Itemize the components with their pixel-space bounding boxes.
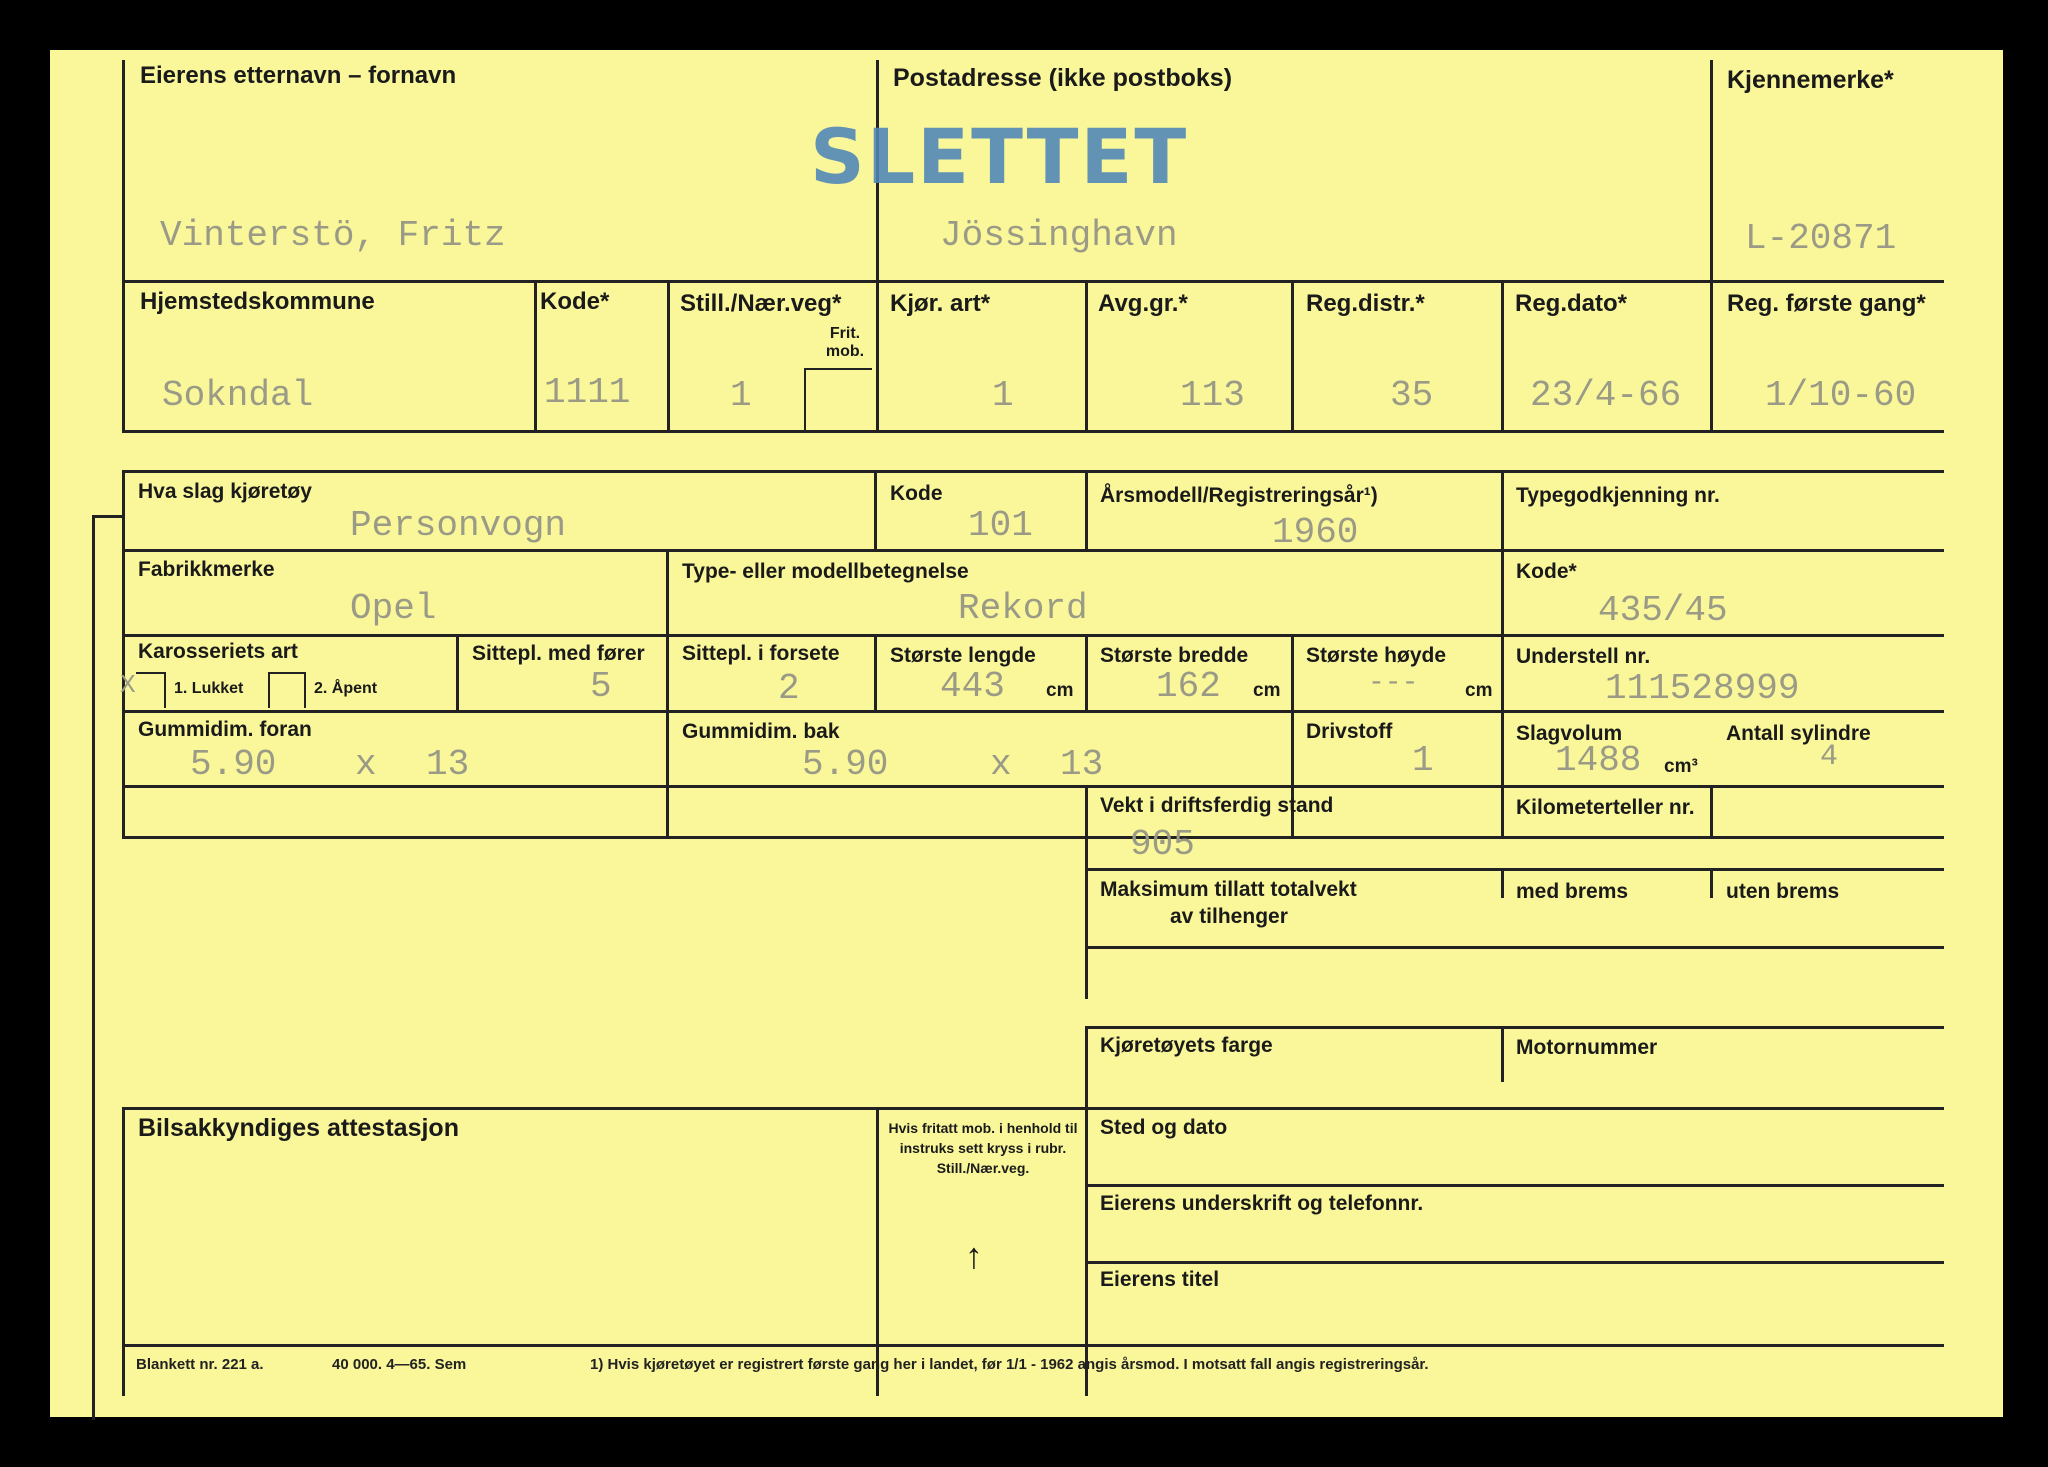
registration-mark-value: L-20871 [1745, 218, 1897, 259]
divider [122, 785, 1944, 788]
reg-forste-label: Reg. første gang* [1727, 290, 1926, 317]
lukket-box [136, 672, 166, 708]
hoyde-unit: cm [1465, 680, 1493, 701]
divider [1501, 280, 1504, 432]
slag-label: Hva slag kjøretøy [138, 480, 312, 503]
divider [1501, 1026, 1504, 1082]
divider [122, 470, 125, 838]
divider [122, 634, 1944, 637]
fabrikk-value: Opel [350, 588, 437, 629]
sitte-forer-label: Sittepl. med fører [472, 642, 645, 665]
drivstoff-value: 1 [1412, 740, 1434, 781]
avg-value: 113 [1180, 375, 1245, 416]
divider [1710, 868, 1713, 898]
kjor-art-value: 1 [992, 375, 1014, 416]
lengde-value: 443 [940, 666, 1005, 707]
reg-dato-label: Reg.dato* [1515, 290, 1628, 317]
vehicle-kode-label: Kode [890, 482, 943, 505]
karosseri-label: Karosseriets art [138, 640, 298, 663]
divider [1085, 634, 1088, 712]
gummi-bak-x: x [990, 744, 1012, 785]
bredde-label: Største bredde [1100, 644, 1249, 667]
uten-brems-label: uten brems [1726, 880, 1840, 903]
divider [1501, 868, 1504, 898]
kode2-value: 435/45 [1598, 590, 1728, 631]
reg-dato-value: 23/4-66 [1530, 375, 1682, 416]
fabrikk-label: Fabrikkmerke [138, 558, 275, 581]
lengde-label: Største lengde [890, 644, 1036, 667]
maks-label-2: av tilhenger [1170, 905, 1288, 928]
owner-label: Eierens etternavn – fornavn [140, 62, 457, 89]
sylindre-label: Antall sylindre [1726, 722, 1871, 745]
kommune-value: Sokndal [162, 375, 314, 416]
attestasjon-label: Bilsakkyndiges attestasjon [138, 1114, 459, 1142]
frit-mob-box [804, 368, 872, 430]
divider [122, 430, 1944, 433]
frit-mob-label: Frit. mob. [825, 325, 865, 360]
divider [456, 634, 459, 712]
vehicle-registration-card [50, 50, 2003, 1417]
aarsmodell-label: Årsmodell/Registreringsår¹) [1100, 484, 1378, 507]
slettet-stamp: SLETTET [810, 112, 1189, 201]
print-info: 40 000. 4—65. Sem [332, 1356, 467, 1373]
sitte-forsete-label: Sittepl. i forsete [682, 642, 840, 665]
divider [1291, 280, 1294, 432]
lengde-unit: cm [1046, 680, 1074, 701]
divider [1085, 946, 1944, 949]
slagvolum-label: Slagvolum [1516, 722, 1623, 745]
avg-label: Avg.gr.* [1098, 290, 1188, 317]
bredde-unit: cm [1253, 680, 1281, 701]
aarsmodell-value: 1960 [1272, 512, 1359, 553]
reg-forste-value: 1/10-60 [1765, 375, 1917, 416]
registration-mark-label: Kjennemerke* [1727, 66, 1894, 94]
divider [1501, 470, 1504, 838]
bredde-value: 162 [1156, 666, 1221, 707]
divider [667, 280, 670, 432]
divider [122, 60, 125, 432]
divider [876, 1107, 879, 1396]
divider [1710, 60, 1713, 432]
km-label: Kilometerteller nr. [1516, 796, 1695, 819]
distr-label: Reg.distr.* [1306, 290, 1425, 317]
vekt-value: 905 [1130, 824, 1195, 865]
gummi-bak-a: 5.90 [802, 744, 889, 785]
divider [122, 470, 1944, 473]
sylindre-value: 4 [1820, 740, 1839, 774]
sitte-forer-value: 5 [590, 666, 612, 707]
fritatt-note: Hvis fritatt mob. i henhold til instruks sett kryss i rubr. Still./Nær.veg. [888, 1120, 1078, 1176]
gummi-foran-x: x [355, 744, 377, 785]
gummi-bak-b: 13 [1060, 744, 1104, 785]
divider [122, 549, 1944, 552]
divider [1085, 1026, 1944, 1029]
type-label: Type- eller modellbetegnelse [682, 560, 969, 583]
divider [122, 1107, 1944, 1110]
gummi-foran-a: 5.90 [190, 744, 277, 785]
maks-label: Maksimum tillatt totalvekt [1100, 878, 1357, 901]
divider [122, 710, 1944, 713]
divider [1085, 280, 1088, 432]
left-margin-rule [92, 515, 95, 1420]
lukket-label: 1. Lukket [174, 680, 244, 697]
divider [1085, 868, 1944, 871]
sitte-forsete-value: 2 [778, 668, 800, 709]
slag-value: Personvogn [350, 505, 567, 546]
divider [1085, 785, 1088, 999]
divider [1085, 1184, 1944, 1187]
gummi-foran-b: 13 [426, 744, 470, 785]
footnote: 1) Hvis kjøretøyet er registrert første gang her i landet, før 1/1 - 1962 angis årsmod. I motsatt fall angis registreringsår. [590, 1356, 1429, 1373]
karosseri-mark: X [120, 670, 136, 700]
divider [874, 470, 877, 550]
kode2-label: Kode* [1516, 560, 1577, 583]
slagvolum-value: 1488 [1555, 740, 1642, 781]
vekt-label: Vekt i driftsferdig stand [1100, 794, 1334, 817]
kommune-label: Hjemstedskommune [140, 288, 375, 315]
address-label: Postadresse (ikke postboks) [893, 64, 1233, 92]
still-label: Still./Nær.veg* [680, 290, 842, 317]
owner-value: Vinterstö, Fritz [160, 215, 506, 256]
address-value: Jössinghavn [940, 215, 1178, 256]
divider [534, 280, 537, 432]
kode-label: Kode* [540, 288, 610, 315]
hoyde-label: Største høyde [1306, 644, 1447, 667]
divider [122, 836, 1944, 839]
divider [122, 1344, 1944, 1347]
typegodkjenning-label: Typegodkjenning nr. [1516, 484, 1720, 507]
sted-dato-label: Sted og dato [1100, 1116, 1228, 1139]
tittel-label: Eierens titel [1100, 1268, 1220, 1291]
underskrift-label: Eierens underskrift og telefonnr. [1100, 1192, 1424, 1215]
apent-box [268, 672, 306, 708]
kjor-art-label: Kjør. art* [890, 290, 991, 317]
arrow-up-icon: ↑ [965, 1235, 983, 1276]
distr-value: 35 [1390, 375, 1434, 416]
vehicle-kode-value: 101 [968, 505, 1033, 546]
divider [1085, 1261, 1944, 1264]
slagvolum-unit: cm³ [1664, 756, 1698, 777]
med-brems-label: med brems [1516, 880, 1629, 903]
apent-label: 2. Åpent [314, 680, 378, 697]
divider [874, 634, 877, 712]
still-value: 1 [730, 375, 752, 416]
drivstoff-label: Drivstoff [1306, 720, 1393, 743]
divider [1710, 785, 1713, 837]
divider [122, 280, 1944, 283]
blankett-number: Blankett nr. 221 a. [136, 1356, 264, 1373]
gummi-bak-label: Gummidim. bak [682, 720, 840, 743]
understell-label: Understell nr. [1516, 645, 1651, 668]
divider [1085, 1026, 1088, 1396]
divider [122, 1107, 125, 1396]
type-value: Rekord [958, 588, 1088, 629]
understell-value: 111528999 [1605, 668, 1800, 709]
divider [1085, 470, 1088, 550]
farge-label: Kjøretøyets farge [1100, 1034, 1273, 1057]
motornummer-label: Motornummer [1516, 1036, 1658, 1059]
kode-value: 1111 [544, 372, 631, 413]
hoyde-value: --- [1368, 668, 1419, 699]
divider [666, 549, 669, 837]
gummi-foran-label: Gummidim. foran [138, 718, 312, 741]
divider [92, 515, 124, 518]
